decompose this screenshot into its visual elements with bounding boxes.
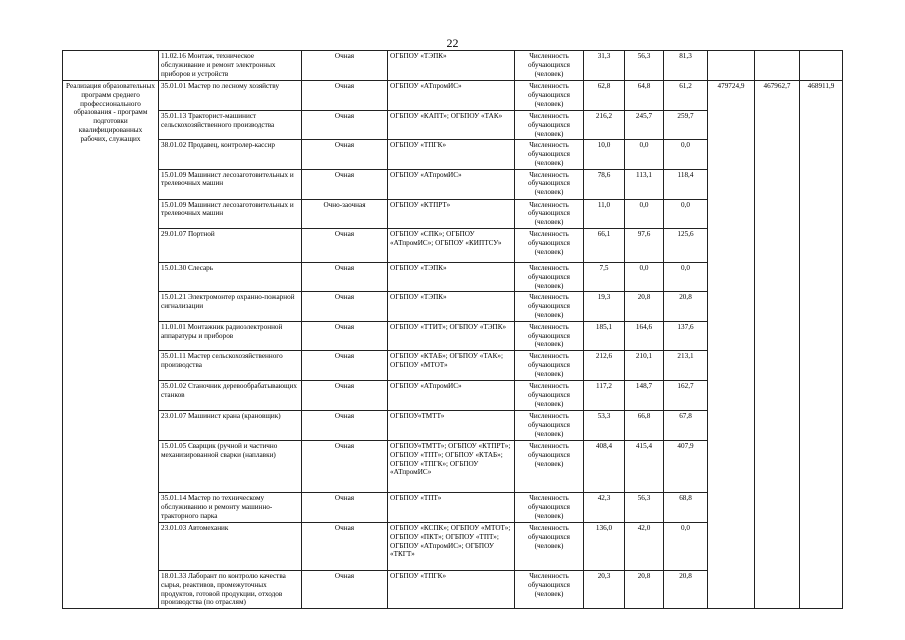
value-year-1: 42,3 <box>584 493 625 523</box>
study-form: Очная <box>302 140 388 169</box>
program-name: 35.01.13 Тракторист-машинист сельскохозяйственного производства <box>159 111 302 140</box>
value-year-3: 407,9 <box>664 441 708 493</box>
total-3-blank <box>800 51 843 81</box>
measure-unit: Численность обучающихся (человек) <box>515 140 584 169</box>
study-form: Очная <box>302 292 388 321</box>
program-name: 11.02.16 Монтаж, техническое обслуживание и ремонт электронных приборов и устройств <box>159 51 302 81</box>
measure-unit: Численность обучающихся (человек) <box>515 292 584 321</box>
value-year-3: 20,8 <box>664 292 708 321</box>
value-year-1: 7,5 <box>584 263 625 292</box>
services-table <box>62 50 843 609</box>
study-form: Очная <box>302 111 388 140</box>
table-row <box>63 51 843 81</box>
value-year-2: 164,6 <box>625 321 664 350</box>
organizations: ОГБПОУ «АТпромИС» <box>388 81 515 111</box>
program-name: 15.01.09 Машинист лесозаготовительных и трелевочных машин <box>159 169 302 199</box>
organizations: ОГБПОУ «КТПРТ» <box>388 199 515 228</box>
value-year-1: 11,0 <box>584 199 625 228</box>
program-name: 38.01.02 Продавец, контролер-кассир <box>159 140 302 169</box>
organizations: ОГБПОУ «ТЭПК» <box>388 292 515 321</box>
measure-unit: Численность обучающихся (человек) <box>515 381 584 411</box>
value-year-3: 0,0 <box>664 263 708 292</box>
organizations: ОГБПОУ «ТТИТ»; ОГБПОУ «ТЭПК» <box>388 321 515 350</box>
value-year-3: 259,7 <box>664 111 708 140</box>
value-year-1: 408,4 <box>584 441 625 493</box>
value-year-3: 68,8 <box>664 493 708 523</box>
value-year-2: 64,8 <box>625 81 664 111</box>
value-year-1: 216,2 <box>584 111 625 140</box>
organizations: ОГБПОУ «КТАБ»; ОГБПОУ «ТАК»; ОГБПОУ «МТОТ» <box>388 351 515 381</box>
program-name: 35.01.01 Мастер по лесному хозяйству <box>159 81 302 111</box>
study-form: Очная <box>302 381 388 411</box>
value-year-1: 136,0 <box>584 523 625 571</box>
organizations: ОГБПОУ «КСПК»; ОГБПОУ «МТОТ»; ОГБПОУ «ПКТ»; ОГБПОУ «ТПТ»; ОГБПОУ «АТпромИС»; ОГБПОУ «ТКГТ» <box>388 523 515 571</box>
value-year-3: 67,8 <box>664 411 708 441</box>
value-year-2: 148,7 <box>625 381 664 411</box>
value-year-1: 117,2 <box>584 381 625 411</box>
value-year-2: 20,8 <box>625 292 664 321</box>
value-year-2: 0,0 <box>625 199 664 228</box>
organizations: ОГБПОУ «ТЭПК» <box>388 51 515 81</box>
table-row <box>63 81 843 111</box>
value-year-2: 66,8 <box>625 411 664 441</box>
value-year-1: 53,3 <box>584 411 625 441</box>
total-1-blank <box>708 51 755 81</box>
measure-unit: Численность обучающихся (человек) <box>515 229 584 263</box>
value-year-2: 245,7 <box>625 111 664 140</box>
measure-unit: Численность обучающихся (человек) <box>515 169 584 199</box>
program-name: 29.01.07 Портной <box>159 229 302 263</box>
value-year-3: 81,3 <box>664 51 708 81</box>
value-year-2: 0,0 <box>625 140 664 169</box>
value-year-1: 19,3 <box>584 292 625 321</box>
program-name: 18.01.33 Лаборант по контролю качества сырья, реактивов, промежуточных продуктов, готовой продукции, отходов производства (по отраслям) <box>159 571 302 609</box>
group-cell-blank <box>63 51 159 81</box>
measure-unit: Численность обучающихся (человек) <box>515 199 584 228</box>
program-name: 35.01.14 Мастер по техническому обслуживанию и ремонту машинно-тракторного парка <box>159 493 302 523</box>
organizations: ОГБПОУ «ТПТ» <box>388 493 515 523</box>
measure-unit: Численность обучающихся (человек) <box>515 493 584 523</box>
total-value-2: 467962,7 <box>755 81 800 609</box>
study-form: Очная <box>302 321 388 350</box>
value-year-1: 185,1 <box>584 321 625 350</box>
program-name: 11.01.01 Монтажник радиоэлектронной аппаратуры и приборов <box>159 321 302 350</box>
value-year-1: 62,8 <box>584 81 625 111</box>
study-form: Очно-заочная <box>302 199 388 228</box>
value-year-3: 137,6 <box>664 321 708 350</box>
measure-unit: Численность обучающихся (человек) <box>515 321 584 350</box>
study-form: Очная <box>302 351 388 381</box>
value-year-2: 20,8 <box>625 571 664 609</box>
study-form: Очная <box>302 51 388 81</box>
value-year-3: 0,0 <box>664 523 708 571</box>
organizations: ОГБПОУ «СПК»; ОГБПОУ «АТпромИС»; ОГБПОУ «КИПТСУ» <box>388 229 515 263</box>
organizations: ОГБПОУ «АТпромИС» <box>388 381 515 411</box>
measure-unit: Численность обучающихся (человек) <box>515 263 584 292</box>
measure-unit: Численность обучающихся (человек) <box>515 351 584 381</box>
value-year-3: 162,7 <box>664 381 708 411</box>
study-form: Очная <box>302 81 388 111</box>
organizations: ОГБПОУ «АТпромИС» <box>388 169 515 199</box>
value-year-1: 78,6 <box>584 169 625 199</box>
study-form: Очная <box>302 263 388 292</box>
value-year-3: 20,8 <box>664 571 708 609</box>
program-name: 15.01.05 Сварщик (ручной и частично механизированной сварки (наплавки) <box>159 441 302 493</box>
measure-unit: Численность обучающихся (человек) <box>515 441 584 493</box>
value-year-1: 10,0 <box>584 140 625 169</box>
study-form: Очная <box>302 411 388 441</box>
study-form: Очная <box>302 523 388 571</box>
value-year-2: 56,3 <box>625 493 664 523</box>
study-form: Очная <box>302 441 388 493</box>
measure-unit: Численность обучающихся (человек) <box>515 571 584 609</box>
value-year-1: 212,6 <box>584 351 625 381</box>
program-name: 15.01.30 Слесарь <box>159 263 302 292</box>
value-year-2: 415,4 <box>625 441 664 493</box>
organizations: ОГБПОУ«ТМТТ» <box>388 411 515 441</box>
measure-unit: Численность обучающихся (человек) <box>515 111 584 140</box>
study-form: Очная <box>302 493 388 523</box>
organizations: ОГБПОУ «ТПГК» <box>388 140 515 169</box>
organizations: ОГБПОУ«ТМТТ»; ОГБПОУ «КТПРТ»; ОГБПОУ «ТПТ»; ОГБПОУ «КТАБ»; ОГБПОУ «ТПГК»; ОГБПОУ «АТпромИС» <box>388 441 515 493</box>
value-year-3: 213,1 <box>664 351 708 381</box>
value-year-2: 210,1 <box>625 351 664 381</box>
organizations: ОГБПОУ «КАПТ»; ОГБПОУ «ТАК» <box>388 111 515 140</box>
value-year-2: 97,6 <box>625 229 664 263</box>
study-form: Очная <box>302 571 388 609</box>
study-form: Очная <box>302 229 388 263</box>
total-2-blank <box>755 51 800 81</box>
program-name: 15.01.09 Машинист лесозаготовительных и трелевочных машин <box>159 199 302 228</box>
program-name: 35.01.02 Станочник деревообрабатывающих станков <box>159 381 302 411</box>
value-year-1: 20,3 <box>584 571 625 609</box>
group-label: Реализация образовательных программ среднего профессионального образования - программ подготовки квалифицированных рабочих, служащих <box>63 81 159 609</box>
value-year-1: 31,3 <box>584 51 625 81</box>
program-name: 15.01.21 Электромонтер охранно-пожарной сигнализации <box>159 292 302 321</box>
value-year-2: 56,3 <box>625 51 664 81</box>
total-value-3: 468911,9 <box>800 81 843 609</box>
value-year-3: 125,6 <box>664 229 708 263</box>
value-year-3: 0,0 <box>664 199 708 228</box>
organizations: ОГБПОУ «ТЭПК» <box>388 263 515 292</box>
value-year-1: 66,1 <box>584 229 625 263</box>
total-value-1: 479724,9 <box>708 81 755 609</box>
measure-unit: Численность обучающихся (человек) <box>515 51 584 81</box>
study-form: Очная <box>302 169 388 199</box>
page-number: 22 <box>446 36 459 50</box>
measure-unit: Численность обучающихся (человек) <box>515 81 584 111</box>
organizations: ОГБПОУ «ТПГК» <box>388 571 515 609</box>
program-name: 35.01.11 Мастер сельскохозяйственного производства <box>159 351 302 381</box>
value-year-3: 61,2 <box>664 81 708 111</box>
value-year-3: 118,4 <box>664 169 708 199</box>
program-name: 23.01.07 Машинист крана (крановщик) <box>159 411 302 441</box>
value-year-3: 0,0 <box>664 140 708 169</box>
value-year-2: 42,0 <box>625 523 664 571</box>
value-year-2: 113,1 <box>625 169 664 199</box>
program-name: 23.01.03 Автомеханик <box>159 523 302 571</box>
measure-unit: Численность обучающихся (человек) <box>515 523 584 571</box>
measure-unit: Численность обучающихся (человек) <box>515 411 584 441</box>
value-year-2: 0,0 <box>625 263 664 292</box>
